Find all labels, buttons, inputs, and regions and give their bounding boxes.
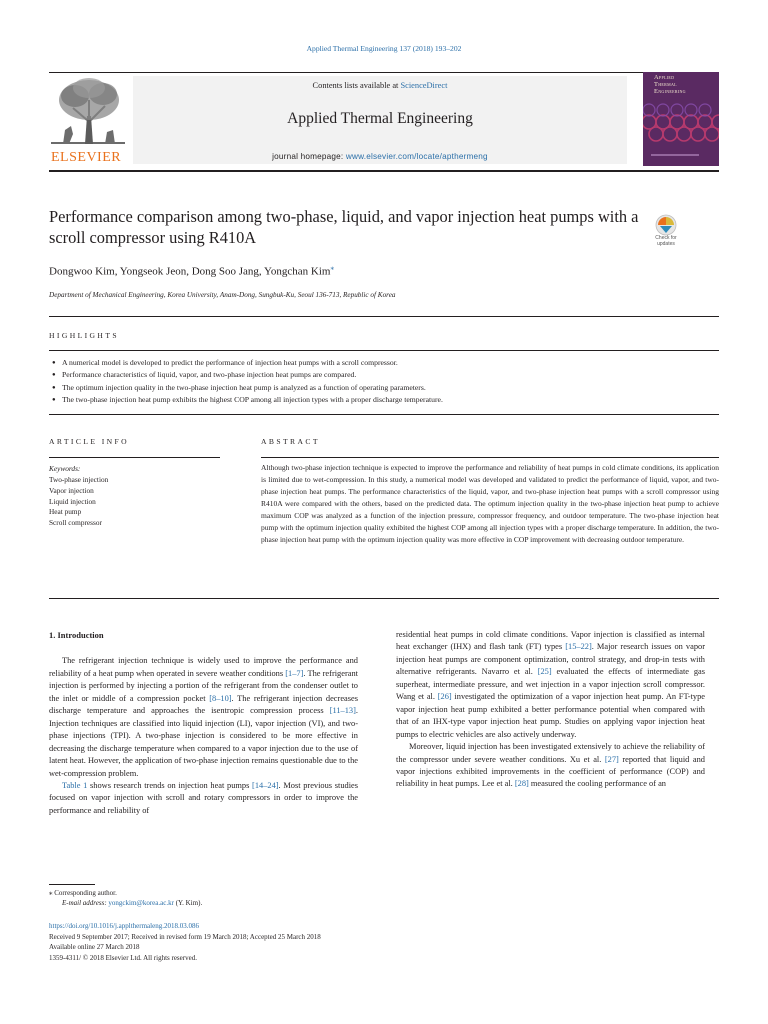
citation-link[interactable]: [15–22] (565, 642, 592, 652)
header-bottom-rule (49, 170, 719, 172)
author-list (49, 264, 334, 278)
doi-link[interactable]: https://doi.org/10.1016/j.applthermaleng.2018.03.086 (49, 922, 199, 930)
highlights-label: HIGHLIGHTS (49, 331, 119, 340)
keywords-list (49, 475, 108, 529)
citation-link[interactable]: [8–10] (209, 693, 232, 703)
abstract-rule (261, 457, 719, 458)
paragraph (49, 655, 358, 780)
keyword-item: Heat pump (49, 507, 82, 517)
paragraph (49, 780, 358, 817)
paragraph-text: . The refrigerant injection decreases discharge temperature and approaches the isentropic compression process (49, 693, 358, 716)
paragraph-text: The refrigerant injection technique is widely used to improve the performance and reliability of a heat pump when operated in severe weather conditions (49, 656, 358, 678)
highlight-item: ● The two-phase injection heat pump exhibits the highest COP among all injection types with a proper discharge temperature. (52, 394, 732, 406)
paragraph-text: measured the cooling performance of an (528, 779, 666, 789)
heading-spacer (49, 641, 358, 655)
homepage-label: journal homepage: (272, 152, 346, 161)
keyword-item: Two-phase injection (49, 475, 109, 484)
received-dates: Received 9 September 2017; Received in revised form 19 March 2018; Accepted 25 March 2018 (49, 932, 321, 941)
article-info-label: ARTICLE INFO (49, 437, 130, 446)
paragraph-text: residential heat pumps in cold climate conditions. Vapor injection is classified as internal heat exchanger (IHX) and flash tank (FT) types (396, 630, 705, 652)
authors-text: Dongwoo Kim, Yongseok Jeon, Dong Soo Jang, Yongchan Kim (49, 265, 331, 278)
publication-info (49, 921, 321, 963)
paragraph (396, 741, 705, 791)
affiliation: Department of Mechanical Engineering, Korea University, Anam-Dong, Sungbuk-Ku, Seoul 136-713, Republic of Korea (49, 291, 396, 299)
elsevier-tree-icon (49, 74, 127, 150)
paragraph-text: evaluated the effects of intermediate gas superheat, intermediate pressure, and wet injection in a vapor injection scroll compressor. Wang et al. (396, 667, 705, 702)
citation-link[interactable]: [27] (604, 754, 619, 764)
paper-title: Performance comparison among two-phase, liquid, and vapor injection heat pumps with a scroll compressor using R410A (49, 207, 639, 247)
footnote-text: Corresponding author. (54, 889, 117, 897)
paragraph-text: . The refrigerant injection is performed by injecting a portion of the refrigerant from the condenser outlet to the inlet or middle of a compression pocket (49, 668, 358, 703)
homepage-link[interactable]: www.elsevier.com/locate/apthermeng (345, 152, 488, 161)
paragraph-text: Moreover, liquid injection has been investigated extensively to achieve the reliability of the compressor under severe weather conditions. Xu et al. (396, 742, 705, 764)
paragraph (396, 629, 705, 741)
highlights-list (52, 357, 732, 407)
citation-link[interactable]: [11–13] (329, 706, 356, 716)
paragraph-text: investigated the optimization of a vapor injection heat pump. An FT-type vapor injection heat pump exhibited a better performance potential when compared with that of an IHX-type vapor injection heat pump. Studies on applying vapor injection heat pumps to electric vehicles are also actively underway. (396, 692, 706, 739)
footnote-rule (49, 884, 95, 885)
email-suffix: (Y. Kim). (173, 899, 203, 908)
highlight-item: ● A numerical model is developed to predict the performance of injection heat pumps with a scroll compressor. (52, 357, 732, 369)
journal-reference-link[interactable]: Applied Thermal Engineering 137 (2018) 193–202 (306, 44, 462, 53)
contents-prefix: Contents lists available at (312, 81, 401, 90)
email-label: E-mail address: (62, 899, 109, 908)
homepage-line (133, 152, 627, 161)
journal-cover-image[interactable] (643, 72, 719, 166)
body-right-column (396, 629, 705, 791)
highlights-top-rule (49, 316, 719, 317)
contents-line (133, 81, 627, 90)
highlights-label-rule (49, 350, 719, 351)
abstract-label: ABSTRACT (261, 437, 320, 446)
sciencedirect-link[interactable]: ScienceDirect (400, 81, 448, 90)
elsevier-logo[interactable] (49, 74, 127, 166)
journal-banner (133, 76, 627, 164)
journal-title: Applied Thermal Engineering (287, 110, 473, 127)
header-top-rule (49, 72, 719, 73)
paragraph-text: reported that liquid and vapor injections exhibited improvements in the coefficient of performance (COP) and reliability in heat pumps. Lee et al. (396, 754, 705, 789)
keywords-label: Keywords: (49, 464, 81, 473)
corresponding-author-note (49, 888, 202, 898)
elsevier-wordmark: ELSEVIER (51, 150, 122, 165)
badge-label: Check for updates (655, 235, 677, 247)
section-heading-introduction: 1. Introduction (49, 630, 104, 640)
citation-link[interactable]: [14–24] (252, 780, 279, 790)
footnote-mark: ⁎ (49, 889, 53, 897)
keyword-item: Liquid injection (49, 496, 96, 506)
available-online-date: Available online 27 March 2018 (49, 943, 140, 952)
paragraph-text: . Most previous studies focused on vapor injection with scroll and rotary compressors in order to improve the performance and reliability of (49, 780, 358, 815)
paragraph-text: shows research trends on injection heat pumps (87, 780, 253, 790)
keyword-item: Scroll compressor (49, 518, 102, 528)
highlight-item: ● The optimum injection quality in the two-phase injection heat pump is analyzed as a function of operating parameters. (52, 382, 732, 394)
corresponding-author-mark[interactable]: ⁎ (330, 264, 334, 272)
abstract-text: Although two-phase injection technique is expected to improve the performance and reliability of heat pumps in cold climate conditions, its application is limited due to wet-compression. In this study, a numerical model was developed and validated to predict the performance of liquid, vapor, and two-phase injection heat pumps. The performance characteristics of the liquid, vapor, and two-phase injection heat pumps with a scroll compressor using R410A were compared with the others, based on the predicted data. The optimum injection quality in the two-phase injection heat pump to achieve maximum COP was analyzed as a function of the injection pressure, compressor frequency, and outdoor temperature. The two-phase injection heat pump with the optimum injection quality exhibited the highest COP among all injection types with a proper discharge temperature. In addition, the two-phase injection heat pump with the optimum injection quality was more effective in COP improvement with decreasing outdoor temperature. (261, 463, 719, 544)
body-left-column (49, 629, 358, 817)
email-link[interactable]: yongckim@korea.ac.kr (108, 899, 174, 908)
paragraph-text: . Injection techniques are classified into liquid injection (LI), vapor injection (VI), and two-phase injections (TPI). A two-phase injection is considered to be more effective in decreasing the discharge temperature when compared to a vapor injection due to the use of latent heat. However, the application of two-phase injection remains questionable due to the wet-compression problem. (49, 706, 358, 778)
article-info-rule (49, 457, 220, 458)
check-for-updates-icon (648, 214, 684, 236)
paragraph-text: . Major research issues on vapor injection heat pumps are component optimization, control strategy, and drop-in tests with alternative refrigerants. Navarro et al. (396, 642, 705, 677)
copyright-line: 1359-4311/ © 2018 Elsevier Ltd. All rights reserved. (49, 953, 197, 962)
citation-link[interactable]: [25] (537, 667, 552, 677)
abstract-bottom-rule (49, 598, 719, 599)
check-for-updates-badge[interactable] (648, 214, 684, 258)
citation-link[interactable]: [28] (514, 779, 529, 789)
email-line (49, 898, 202, 908)
citation-link[interactable]: [26] (437, 692, 452, 702)
highlight-item: ● Performance characteristics of liquid, vapor, and two-phase injection heat pumps are compared. (52, 369, 732, 381)
highlights-bottom-rule (49, 414, 719, 415)
keyword-item: Vapor injection (49, 485, 94, 495)
cover-title: Applied Thermal Engineering (654, 74, 686, 95)
table-reference-link[interactable]: Table 1 (62, 780, 88, 790)
citation-link[interactable]: [1–7] (285, 668, 304, 678)
footnote (49, 888, 202, 909)
